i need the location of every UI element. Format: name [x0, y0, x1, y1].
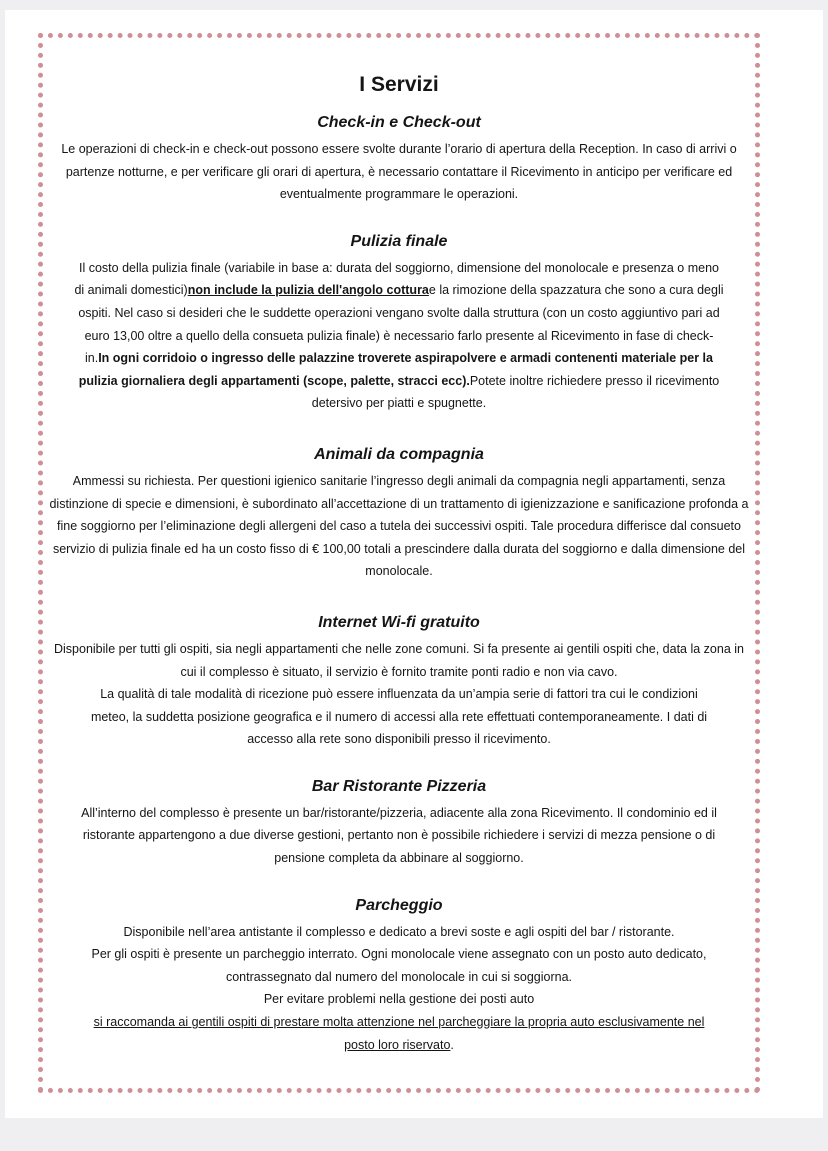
section-checkin	[43, 112, 755, 206]
document-content	[43, 38, 755, 1056]
section-heading-checkin: Check-in e Check-out	[317, 114, 481, 131]
section-wifi	[43, 612, 755, 751]
pulizia-text-1: Il costo della pulizia finale (variabile in base a: durata del soggiorno, dimensione del monolocale e presenza o meno di animali domestici)	[74, 260, 719, 298]
section-heading-wifi: Internet Wi-fi gratuito	[318, 613, 480, 631]
section-text-checkin: Le operazioni di check-in e check-out possono essere svolte durante l’orario di apertura della Reception. In caso di arrivi o partenze notturne, e per verificare gli orari di apertura, è necessario contattare il Ricevimento in anticipo per verificare ed eventualmente programmare le operazioni.	[61, 142, 737, 202]
section-parcheggio	[43, 895, 755, 1057]
section-heading-parcheggio: Parcheggio	[355, 896, 443, 914]
pulizia-text-5: Potete inoltre richiedere presso il ricevimento detersivo per piatti e spugnette.	[311, 373, 720, 411]
section-text-wifi-1: Disponibile per tutti gli ospiti, sia negli appartamenti che nelle zone comuni. Si fa presente ai gentili ospiti che, data la zona in cui il complesso è situato, il servizio è fornito tramite ponti radio e non via cavo.	[54, 641, 744, 679]
section-text-pulizia	[43, 257, 755, 415]
section-bar	[43, 776, 755, 870]
section-text-bar: All’interno del complesso è presente un bar/ristorante/pizzeria, adiacente alla zona Ricevimento. Il condominio ed il ristorante appartengono a due diverse gestioni, pertanto non è possibile richiedere i servizi di mezza pensione o di pensione completa da abbinare al soggiorno.	[81, 805, 717, 866]
parcheggio-warning: si raccomanda ai gentili ospiti di prestare molta attenzione nel parcheggiare la propria auto esclusivamente nel posto loro riservato	[93, 1015, 705, 1052]
section-pulizia	[43, 231, 755, 415]
section-text-wifi-2: La qualità di tale modalità di ricezione può essere influenzata da un’ampia serie di fattori tra cui le condizioni meteo, la suddetta posizione geografica e il numero di accessi alla rete effettuati contemporaneamente. I dati di accesso alla rete sono disponibili presso il ricevimento.	[90, 687, 708, 747]
section-text-parcheggio-3: Per evitare problemi nella gestione dei posti auto	[263, 992, 535, 1007]
section-heading-animali: Animali da compagnia	[314, 445, 484, 463]
section-heading-pulizia: Pulizia finale	[350, 232, 448, 250]
section-heading-bar: Bar Ristorante Pizzeria	[311, 777, 487, 795]
section-text-parcheggio-4	[43, 1011, 755, 1056]
section-text-animali: Ammessi su richiesta. Per questioni igienico sanitarie l’ingresso degli animali da compagnia negli appartamenti, senza distinzione di specie e dimensioni, è subordinato all’accettazione di un trattamento di igienizzazione e sanificazione profonda a fine soggiorno per l’eliminazione degli allergeni del caso a tutela dei successivi ospiti. Tale procedura differisce dal consueto servizio di pulizia finale ed ha un costo fisso di € 100,00 totali a prescindere dalla durata del soggiorno e dalla dimensione del monolocale.	[49, 473, 749, 579]
pulizia-text-underlined: non include la pulizia dell'angolo cottura	[187, 283, 429, 298]
pulizia-text-3: e la rimozione della spazzatura che sono a cura degli ospiti. Nel caso si desideri che le suddette operazioni vengano svolte dalla struttura (con un costo aggiuntivo pari ad euro 13,00 oltre a quello della consueta pulizia finale) è necessario farlo presente al Ricevimento in fase di check-in.	[78, 283, 724, 366]
document-page	[5, 10, 823, 1118]
pulizia-text-bold: In ogni corridoio o ingresso delle palazzine troverete aspirapolvere e armadi contenenti materiale per la pulizia giornaliera degli appartamenti (scope, palette, stracci ecc).	[78, 351, 713, 388]
parcheggio-period: .	[450, 1037, 454, 1052]
section-text-parcheggio-1: Disponibile nell’area antistante il complesso e dedicato a brevi soste e agli ospiti del bar / ristorante.	[123, 924, 675, 939]
page-title: I Servizi	[359, 73, 439, 96]
section-animali	[43, 444, 755, 583]
section-text-parcheggio-2: Per gli ospiti è presente un parcheggio interrato. Ogni monolocale viene assegnato con un posto auto dedicato, contrassegnato dal numero del monolocale in cui si soggiorna.	[91, 947, 707, 984]
